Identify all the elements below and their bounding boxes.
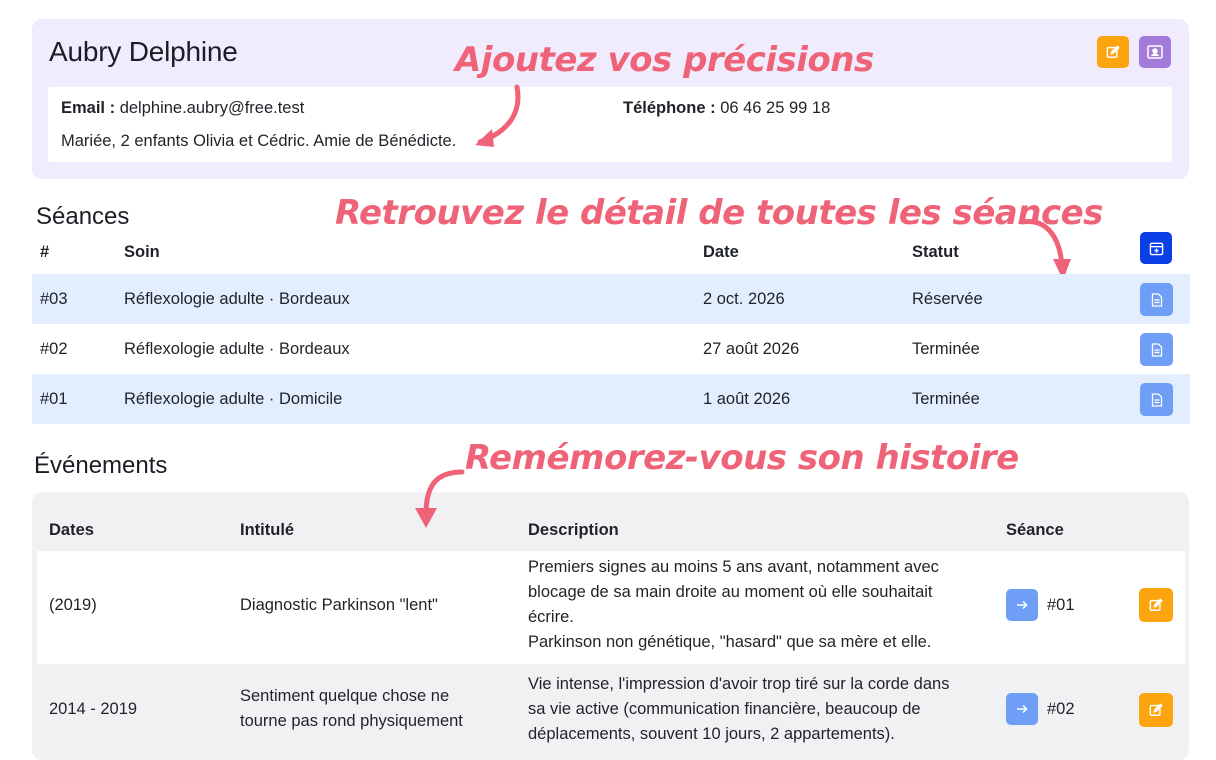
seances-title: Séances bbox=[36, 203, 130, 230]
annotation-details: Ajoutez vos précisions bbox=[455, 40, 874, 80]
col-header-num: # bbox=[40, 243, 50, 261]
event-dates: (2019) bbox=[49, 596, 97, 614]
event-description-line: Premiers signes au moins 5 ans avant, notamment avec bbox=[528, 558, 939, 576]
event-intitule-line: tourne pas rond physiquement bbox=[240, 712, 463, 730]
event-description-line: Vie intense, l'impression d'avoir trop tiré sur la corde dans bbox=[528, 675, 950, 693]
col-header-seance: Séance bbox=[1006, 521, 1064, 539]
profile-details bbox=[48, 87, 1172, 162]
col-header-date: Date bbox=[703, 243, 739, 261]
annotation-seances: Retrouvez le détail de toutes les séances bbox=[335, 193, 1103, 233]
arrow-right-icon bbox=[1016, 704, 1028, 714]
email-label: Email : bbox=[61, 99, 116, 117]
col-header-intitule: Intitulé bbox=[240, 521, 295, 539]
seance-num: #03 bbox=[40, 290, 68, 308]
col-header-statut: Statut bbox=[912, 243, 959, 261]
contact-card-icon bbox=[1147, 45, 1163, 59]
seance-document-button[interactable] bbox=[1140, 383, 1173, 416]
event-row bbox=[37, 664, 1185, 760]
event-seance: #02 bbox=[1047, 700, 1075, 718]
seance-date: 1 août 2026 bbox=[703, 390, 791, 408]
event-seance: #01 bbox=[1047, 596, 1075, 614]
annotation-arrow-icon bbox=[472, 84, 528, 154]
event-description bbox=[528, 672, 949, 747]
seance-row[interactable] bbox=[32, 274, 1190, 324]
profile-name: Aubry Delphine bbox=[49, 36, 238, 67]
contact-card-button[interactable] bbox=[1139, 36, 1171, 68]
go-to-seance-button[interactable] bbox=[1006, 589, 1038, 621]
email-value: delphine.aubry@free.test bbox=[119, 99, 305, 117]
pencil-square-icon bbox=[1149, 703, 1163, 717]
seance-date: 2 oct. 2026 bbox=[703, 290, 785, 308]
event-description-line: blocage de sa main droite au moment où elle souhaitait bbox=[528, 583, 933, 601]
seance-document-button[interactable] bbox=[1140, 283, 1173, 316]
document-icon bbox=[1151, 393, 1163, 407]
phone-value: 06 46 25 99 18 bbox=[720, 99, 831, 117]
seance-soin: Réflexologie adulte · Bordeaux bbox=[124, 340, 350, 358]
event-row bbox=[37, 551, 1185, 664]
event-description-line: écrire. bbox=[528, 608, 574, 626]
seance-row[interactable] bbox=[32, 374, 1190, 424]
events-table bbox=[32, 492, 1189, 760]
calendar-plus-icon bbox=[1149, 241, 1164, 256]
arrow-right-icon bbox=[1016, 600, 1028, 610]
event-description-line: déplacements, souvent 10 jours, 2 appartements). bbox=[528, 725, 895, 743]
event-description bbox=[528, 555, 939, 655]
col-header-description: Description bbox=[528, 521, 619, 539]
event-intitule-line: Sentiment quelque chose ne bbox=[240, 687, 450, 705]
seance-document-button[interactable] bbox=[1140, 333, 1173, 366]
document-icon bbox=[1151, 343, 1163, 357]
col-header-soin: Soin bbox=[124, 243, 160, 261]
seance-num: #01 bbox=[40, 390, 68, 408]
event-description-line: sa vie active (communication financière, beaucoup de bbox=[528, 700, 921, 718]
pencil-square-icon bbox=[1149, 598, 1163, 612]
phone-label: Téléphone : bbox=[623, 99, 716, 117]
phone-line bbox=[623, 99, 830, 118]
events-title: Événements bbox=[34, 452, 168, 479]
annotation-arrow-icon bbox=[406, 464, 466, 532]
annotation-events: Remémorez-vous son histoire bbox=[465, 438, 1019, 478]
document-icon bbox=[1151, 293, 1163, 307]
seance-statut: Terminée bbox=[912, 340, 980, 358]
seance-soin: Réflexologie adulte · Domicile bbox=[124, 390, 343, 408]
seance-num: #02 bbox=[40, 340, 68, 358]
seance-statut: Réservée bbox=[912, 290, 983, 308]
seance-statut: Terminée bbox=[912, 390, 980, 408]
edit-event-button[interactable] bbox=[1139, 693, 1173, 727]
profile-notes: Mariée, 2 enfants Olivia et Cédric. Amie de Bénédicte. bbox=[61, 132, 457, 150]
seance-date: 27 août 2026 bbox=[703, 340, 800, 358]
event-intitule bbox=[240, 684, 463, 734]
col-header-dates: Dates bbox=[49, 521, 94, 539]
event-intitule: Diagnostic Parkinson "lent" bbox=[240, 596, 438, 614]
event-description-line: Parkinson non génétique, "hasard" que sa mère et elle. bbox=[528, 633, 932, 651]
go-to-seance-button[interactable] bbox=[1006, 693, 1038, 725]
edit-event-button[interactable] bbox=[1139, 588, 1173, 622]
edit-profile-button[interactable] bbox=[1097, 36, 1129, 68]
seance-row[interactable] bbox=[32, 324, 1190, 374]
email-line bbox=[61, 99, 304, 118]
add-seance-button[interactable] bbox=[1140, 232, 1172, 264]
pencil-square-icon bbox=[1106, 45, 1120, 59]
seance-soin: Réflexologie adulte · Bordeaux bbox=[124, 290, 350, 308]
event-dates: 2014 - 2019 bbox=[49, 700, 138, 718]
